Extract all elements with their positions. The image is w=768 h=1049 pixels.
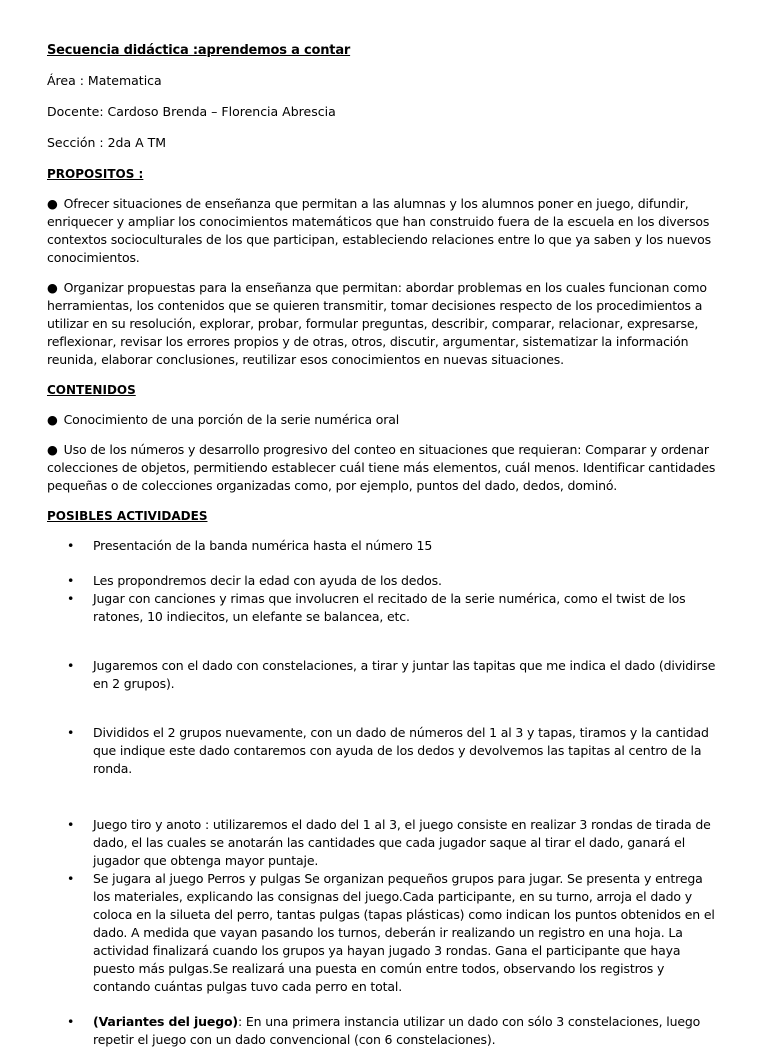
contenido-item	[47, 411, 722, 429]
bullet-icon: ●	[47, 412, 58, 427]
proposito-text: Organizar propuestas para la enseñanza que permitan: abordar problemas en los cuales funcionan como herramientas, los contenidos que se quieren transmitir, tomar decisiones respecto de los procedimientos a utilizar en su resolución, explorar, probar, formular preguntas, describir, comparar, relacionar, expresarse, reflexionar, revisar los errores propios y de otras, otros, discutir, argumentar, sistematizar la información reunida, elaborar conclusiones, reutilizar esos conocimientos en nuevas situaciones.	[47, 280, 707, 367]
list-item	[47, 1013, 722, 1049]
variantes-label: (Variantes del juego)	[93, 1014, 238, 1029]
list-item	[47, 572, 722, 590]
bullet-icon: ●	[47, 196, 58, 211]
list-item-text: Divididos el 2 grupos nuevamente, con un dado de números del 1 al 3 y tapas, tiramos y la cantidad que indique este dado contaremos con ayuda de los dedos y devolvemos las tapitas al centro de la ronda.	[93, 725, 709, 776]
list-bullet-icon: •	[67, 658, 75, 673]
contenido-item	[47, 441, 722, 495]
document-title: Secuencia didáctica :aprendemos a contar	[47, 43, 351, 58]
contenido-text: Conocimiento de una porción de la serie numérica oral	[63, 412, 400, 427]
list-item	[47, 537, 722, 555]
list-item	[47, 870, 722, 996]
variantes-text: : En una primera instancia utilizar un dado con sólo 3 constelaciones, luego repetir el juego con un dado convencional (con 6 constelaciones).	[93, 1014, 701, 1047]
propositos-heading: PROPOSITOS :	[47, 167, 144, 181]
bullet-icon: ●	[47, 442, 58, 457]
list-item-text: Presentación de la banda numérica hasta el número 15	[93, 538, 433, 553]
list-bullet-icon: •	[67, 538, 75, 553]
actividades-heading: POSIBLES ACTIVIDADES	[47, 509, 208, 523]
list-bullet-icon: •	[67, 591, 75, 606]
list-bullet-icon: •	[67, 1014, 75, 1029]
list-bullet-icon: •	[67, 725, 75, 740]
list-item	[47, 657, 722, 693]
contenido-text: Uso de los números y desarrollo progresivo del conteo en situaciones que requieran: Comparar y ordenar colecciones de objetos, permitiendo establecer cuál tiene más elementos, cuál menos. Identificar cantidades pequeñas o de colecciones organizadas como, por ejemplo, puntos del dado, dedos, dominó.	[47, 442, 716, 493]
proposito-item	[47, 195, 722, 267]
area-line: Área : Matematica	[47, 73, 162, 88]
list-item	[47, 816, 722, 870]
docente-line: Docente: Cardoso Brenda – Florencia Abrescia	[47, 104, 336, 119]
list-item-text: Jugaremos con el dado con constelaciones, a tirar y juntar las tapitas que me indica el dado (dividirse en 2 grupos).	[93, 658, 716, 691]
list-item-text: Les propondremos decir la edad con ayuda de los dedos.	[93, 573, 442, 588]
contenidos-heading: CONTENIDOS	[47, 383, 136, 397]
bullet-icon: ●	[47, 280, 58, 295]
seccion-line: Sección : 2da A TM	[47, 135, 167, 150]
actividades-list	[47, 537, 722, 1049]
list-item-text: Jugar con canciones y rimas que involucren el recitado de la serie numérica, como el twist de los ratones, 10 indiecitos, un elefante se balancea, etc.	[93, 591, 686, 624]
list-bullet-icon: •	[67, 871, 75, 886]
proposito-item	[47, 279, 722, 369]
list-bullet-icon: •	[67, 573, 75, 588]
proposito-text: Ofrecer situaciones de enseñanza que permitan a las alumnas y los alumnos poner en juego, difundir, enriquecer y ampliar los conocimientos matemáticos que han construido fuera de la escuela en los diversos contextos socioculturales de los que participan, estableciendo relaciones entre lo que ya saben y los nuevos conocimientos.	[47, 196, 711, 265]
list-bullet-icon: •	[67, 817, 75, 832]
list-item-text: Juego tiro y anoto : utilizaremos el dado del 1 al 3, el juego consiste en realizar 3 rondas de tirada de dado, el las cuales se anotarán las cantidades que cada jugador saque al tirar el dado, ganará el jugador que obtenga mayor puntaje.	[93, 817, 711, 868]
list-item-text: Se jugara al juego Perros y pulgas Se organizan pequeños grupos para jugar. Se presenta y entrega los materiales, explicando las consignas del juego.Cada participante, en su turno, arroja el dado y coloca en la silueta del perro, tantas pulgas (tapas plásticas) como indican los puntos obtenidos en el dado. A medida que vayan pasando los turnos, deberán ir realizando un registro en una hoja. La actividad finalizará cuando los grupos ya hayan jugado 3 rondas. Gana el participante que haya puesto más pulgas.Se realizará una puesta en común entre todos, observando los registros y contando cuántas pulgas tuvo cada perro en total.	[93, 871, 715, 994]
list-item	[47, 724, 722, 778]
list-item	[47, 590, 722, 626]
